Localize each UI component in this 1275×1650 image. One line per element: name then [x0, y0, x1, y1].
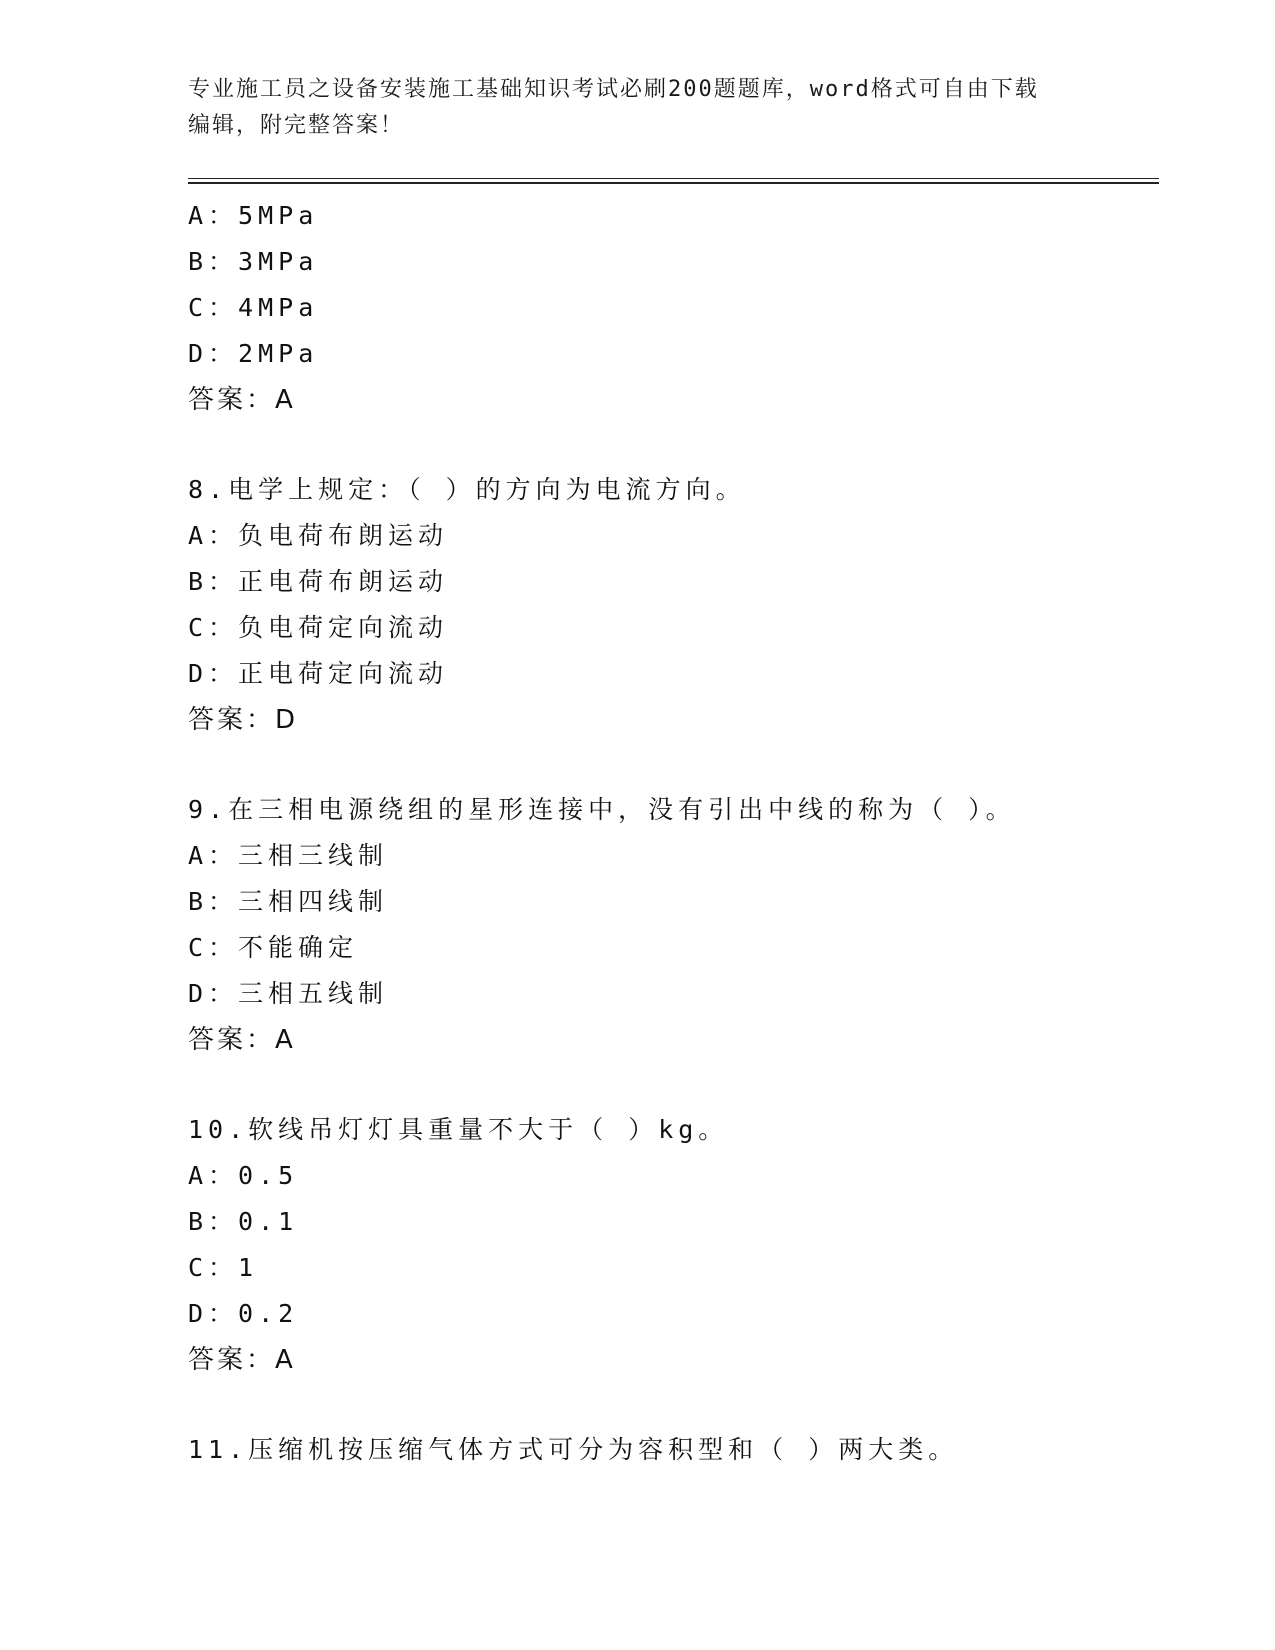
- option-d: D：正电荷定向流动: [188, 659, 449, 688]
- document-header: [188, 72, 1088, 144]
- question-block-11: [188, 1427, 1159, 1473]
- option-a: A：5MPa: [188, 201, 319, 230]
- question-stem: 10.软线吊灯灯具重量不大于（ ）kg。: [188, 1115, 729, 1144]
- answer-line: 答案：A: [188, 385, 296, 415]
- answer-line: 答案：D: [188, 705, 299, 735]
- option-a: A：0.5: [188, 1161, 299, 1190]
- option-c: C：负电荷定向流动: [188, 613, 449, 642]
- question-block-9: [188, 787, 1159, 1063]
- header-divider-thin: [188, 178, 1159, 179]
- question-block-10: [188, 1107, 1159, 1383]
- answer-line: 答案：A: [188, 1025, 296, 1055]
- question-stem: 8.电学上规定：（ ）的方向为电流方向。: [188, 475, 746, 504]
- option-c: C：不能确定: [188, 933, 359, 962]
- question-stem: 11.压缩机按压缩气体方式可分为容积型和（ ）两大类。: [188, 1435, 959, 1464]
- option-c: C：4MPa: [188, 293, 319, 322]
- header-divider-thick: [188, 182, 1159, 184]
- option-b: B：三相四线制: [188, 887, 389, 916]
- option-b: B：0.1: [188, 1207, 299, 1236]
- question-list: [188, 193, 1159, 1473]
- option-b: B：正电荷布朗运动: [188, 567, 449, 596]
- option-a: A：负电荷布朗运动: [188, 521, 449, 550]
- header-title-line-2: 编辑，附完整答案！: [188, 113, 405, 138]
- option-c: C：1: [188, 1253, 259, 1282]
- option-a: A：三相三线制: [188, 841, 389, 870]
- answer-line: 答案：A: [188, 1345, 296, 1375]
- question-block-8: [188, 467, 1159, 743]
- header-title-line-1: 专业施工员之设备安装施工基础知识考试必刷200题题库，word格式可自由下载: [188, 77, 1039, 102]
- option-d: D：2MPa: [188, 339, 319, 368]
- question-block-7: [188, 193, 1159, 423]
- question-stem: 9.在三相电源绕组的星形连接中，没有引出中线的称为（ ）。: [188, 795, 1016, 824]
- option-d: D：三相五线制: [188, 979, 389, 1008]
- option-d: D：0.2: [188, 1299, 299, 1328]
- option-b: B：3MPa: [188, 247, 319, 276]
